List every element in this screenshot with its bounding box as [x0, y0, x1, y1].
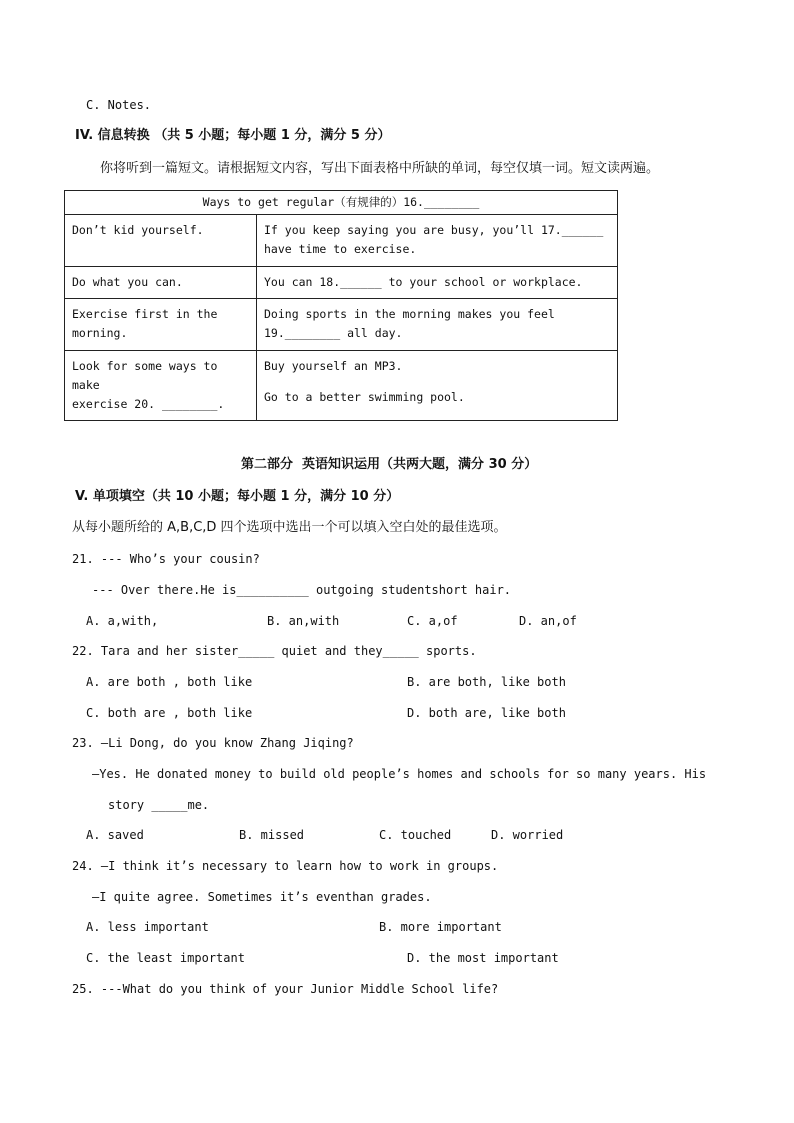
cell-line: Go to a better swimming pool. [264, 390, 465, 404]
q23-option-d: D. worried [491, 828, 564, 842]
table-cell [257, 351, 618, 421]
q23-option-b: B. missed [239, 828, 305, 842]
q21-option-b: B. an,with [267, 614, 340, 628]
q22-option-c: C. both are , both like [86, 706, 253, 720]
q22-option-b: B. are both, like both [407, 675, 566, 689]
cell-line: Buy yourself an MP3. [264, 359, 403, 373]
cell-line: exercise 20. ________. [72, 397, 225, 411]
part-two-title: 第二部分 英语知识运用（共两大题，满分 30 分） [241, 457, 538, 472]
q21-option-c: C. a,of [407, 614, 458, 628]
question-21-reply: --- Over there.He is__________ outgoing studentshort hair. [92, 583, 512, 597]
section-v-heading: V. 单项填空（共 10 小题；每小题 1 分，满分 10 分） [75, 489, 400, 504]
question-23-reply-cont: story _____me. [108, 798, 210, 812]
cell-line: Exercise first in the [72, 307, 218, 321]
question-24-reply: —I quite agree. Sometimes it’s eventhan grades. [92, 890, 432, 904]
q24-option-b: B. more important [379, 920, 502, 934]
question-22-stem: 22. Tara and her sister_____ quiet and they_____ sports. [72, 644, 477, 658]
question-23-reply: —Yes. He donated money to build old people’s homes and schools for so many years. His [92, 767, 707, 781]
cell-line: If you keep saying you are busy, you’ll 17.______ [264, 223, 604, 237]
q24-option-a: A. less important [86, 920, 209, 934]
table-title: Ways to get regular（有规律的）16.________ [65, 191, 618, 215]
q24-option-c: C. the least important [86, 951, 245, 965]
q22-option-a: A. are both , both like [86, 675, 253, 689]
q24-option-d: D. the most important [407, 951, 559, 965]
question-24-stem: 24. —I think it’s necessary to learn how to work in groups. [72, 859, 499, 873]
table-cell [257, 299, 618, 351]
q22-option-d: D. both are, like both [407, 706, 566, 720]
question-25-stem: 25. ---What do you think of your Junior Middle School life? [72, 982, 499, 996]
q21-option-d: D. an,of [519, 614, 577, 628]
info-transfer-table [64, 190, 618, 421]
cell-line: have time to exercise. [264, 242, 417, 256]
table-cell [257, 215, 618, 267]
q21-option-a: A. a,with, [86, 614, 159, 628]
table-row [65, 267, 618, 299]
table-cell: Don’t kid yourself. [65, 215, 257, 267]
table-row [65, 351, 618, 421]
q23-option-a: A. saved [86, 828, 144, 842]
table-row [65, 299, 618, 351]
q23-option-c: C. touched [379, 828, 452, 842]
cell-line: Look for some ways to make [72, 359, 218, 392]
cell-line: Doing sports in the morning makes you feel [264, 307, 555, 321]
table-cell: Do what you can. [65, 267, 257, 299]
section-v-instruction: 从每小题所给的 A,B,C,D 四个选项中选出一个可以填入空白处的最佳选项。 [72, 520, 507, 535]
section-iv-instruction: 你将听到一篇短文。请根据短文内容，写出下面表格中所缺的单词，每空仅填一词。短文读两遍。 [100, 161, 660, 176]
section-iv-heading: IV. 信息转换 （共 5 小题；每小题 1 分，满分 5 分） [75, 128, 391, 143]
cell-line: morning. [72, 326, 128, 340]
table-cell [65, 299, 257, 351]
cell-line: 19.________ all day. [264, 326, 403, 340]
question-21-stem: 21. --- Who’s your cousin? [72, 552, 260, 566]
table-title-row [65, 191, 618, 215]
question-23-stem: 23. —Li Dong, do you know Zhang Jiqing? [72, 736, 354, 750]
table-row [65, 215, 618, 267]
option-c-notes: C. Notes. [86, 98, 152, 112]
table-cell: You can 18.______ to your school or workplace. [257, 267, 618, 299]
table-cell [65, 351, 257, 421]
